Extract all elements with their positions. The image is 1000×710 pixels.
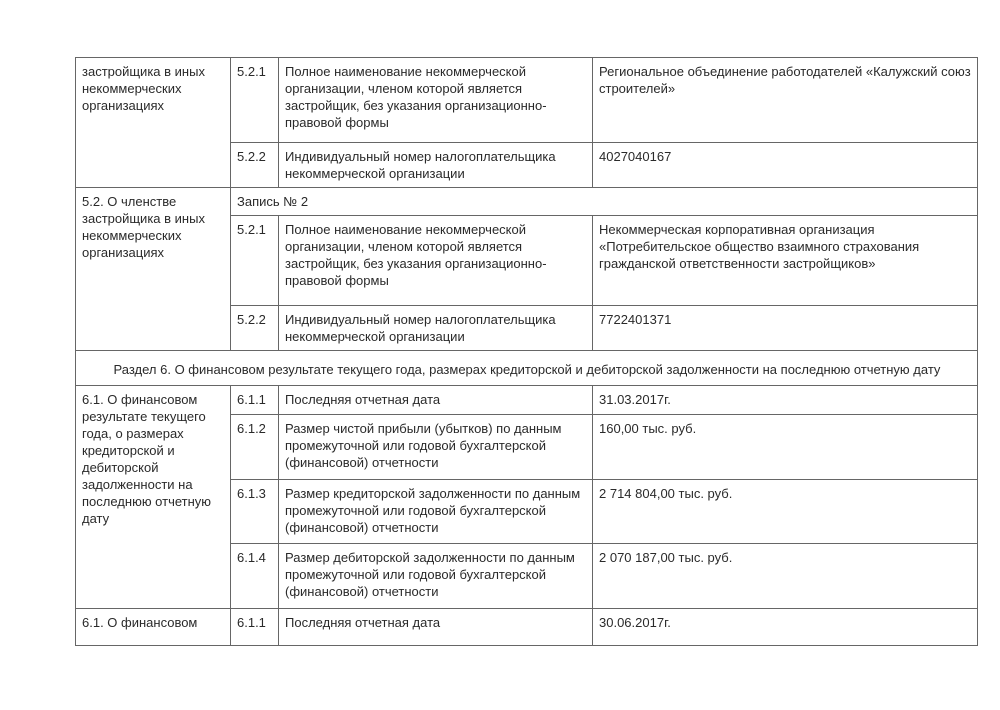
table-row — [76, 188, 978, 216]
item-label: Размер дебиторской задолженности по данным промежуточной или годовой бухгалтерской (финансовой) отчетности — [279, 544, 593, 609]
item-number: 5.2.1 — [231, 216, 279, 306]
item-value: 30.06.2017г. — [593, 609, 978, 646]
item-value: Некоммерческая корпоративная организация «Потребительское общество взаимного страхования гражданской ответственности застройщиков» — [593, 216, 978, 306]
item-number: 6.1.2 — [231, 415, 279, 480]
item-value: 2 714 804,00 тыс. руб. — [593, 480, 978, 544]
item-number: 6.1.1 — [231, 386, 279, 415]
section-cell: 6.1. О финансовом результате текущего года, о размерах кредиторской и дебиторской задолженности на последнюю отчетную дату — [76, 386, 231, 609]
item-number: 5.2.1 — [231, 58, 279, 143]
table-row — [76, 58, 978, 143]
item-number: 6.1.4 — [231, 544, 279, 609]
table-row — [76, 609, 978, 646]
item-value: Региональное объединение работодателей «Калужский союз строителей» — [593, 58, 978, 143]
section-6-heading: Раздел 6. О финансовом результате текущего года, размерах кредиторской и дебиторской задолженности на последнюю отчетную дату — [76, 351, 978, 386]
disclosure-table — [75, 57, 978, 646]
table-row — [76, 386, 978, 415]
item-label: Последняя отчетная дата — [279, 609, 593, 646]
item-value: 2 070 187,00 тыс. руб. — [593, 544, 978, 609]
item-value: 160,00 тыс. руб. — [593, 415, 978, 480]
item-value: 7722401371 — [593, 306, 978, 351]
section-cell: 6.1. О финансовом — [76, 609, 231, 646]
item-label: Индивидуальный номер налогоплательщика некоммерческой организации — [279, 306, 593, 351]
item-label: Полное наименование некоммерческой организации, членом которой является застройщик, без указания организационно-правовой формы — [279, 58, 593, 143]
item-value: 31.03.2017г. — [593, 386, 978, 415]
item-label: Индивидуальный номер налогоплательщика некоммерческой организации — [279, 143, 593, 188]
item-label: Размер чистой прибыли (убытков) по данным промежуточной или годовой бухгалтерской (финансовой) отчетности — [279, 415, 593, 480]
item-number: 6.1.3 — [231, 480, 279, 544]
item-label: Последняя отчетная дата — [279, 386, 593, 415]
item-label: Размер кредиторской задолженности по данным промежуточной или годовой бухгалтерской (финансовой) отчетности — [279, 480, 593, 544]
record-number: Запись № 2 — [231, 188, 978, 216]
section-heading-row — [76, 351, 978, 386]
section-cell: 5.2. О членстве застройщика в иных некоммерческих организациях — [76, 188, 231, 351]
item-number: 6.1.1 — [231, 609, 279, 646]
item-number: 5.2.2 — [231, 143, 279, 188]
item-value: 4027040167 — [593, 143, 978, 188]
item-number: 5.2.2 — [231, 306, 279, 351]
section-cell: застройщика в иных некоммерческих организациях — [76, 58, 231, 188]
item-label: Полное наименование некоммерческой организации, членом которой является застройщик, без указания организационно-правовой формы — [279, 216, 593, 306]
